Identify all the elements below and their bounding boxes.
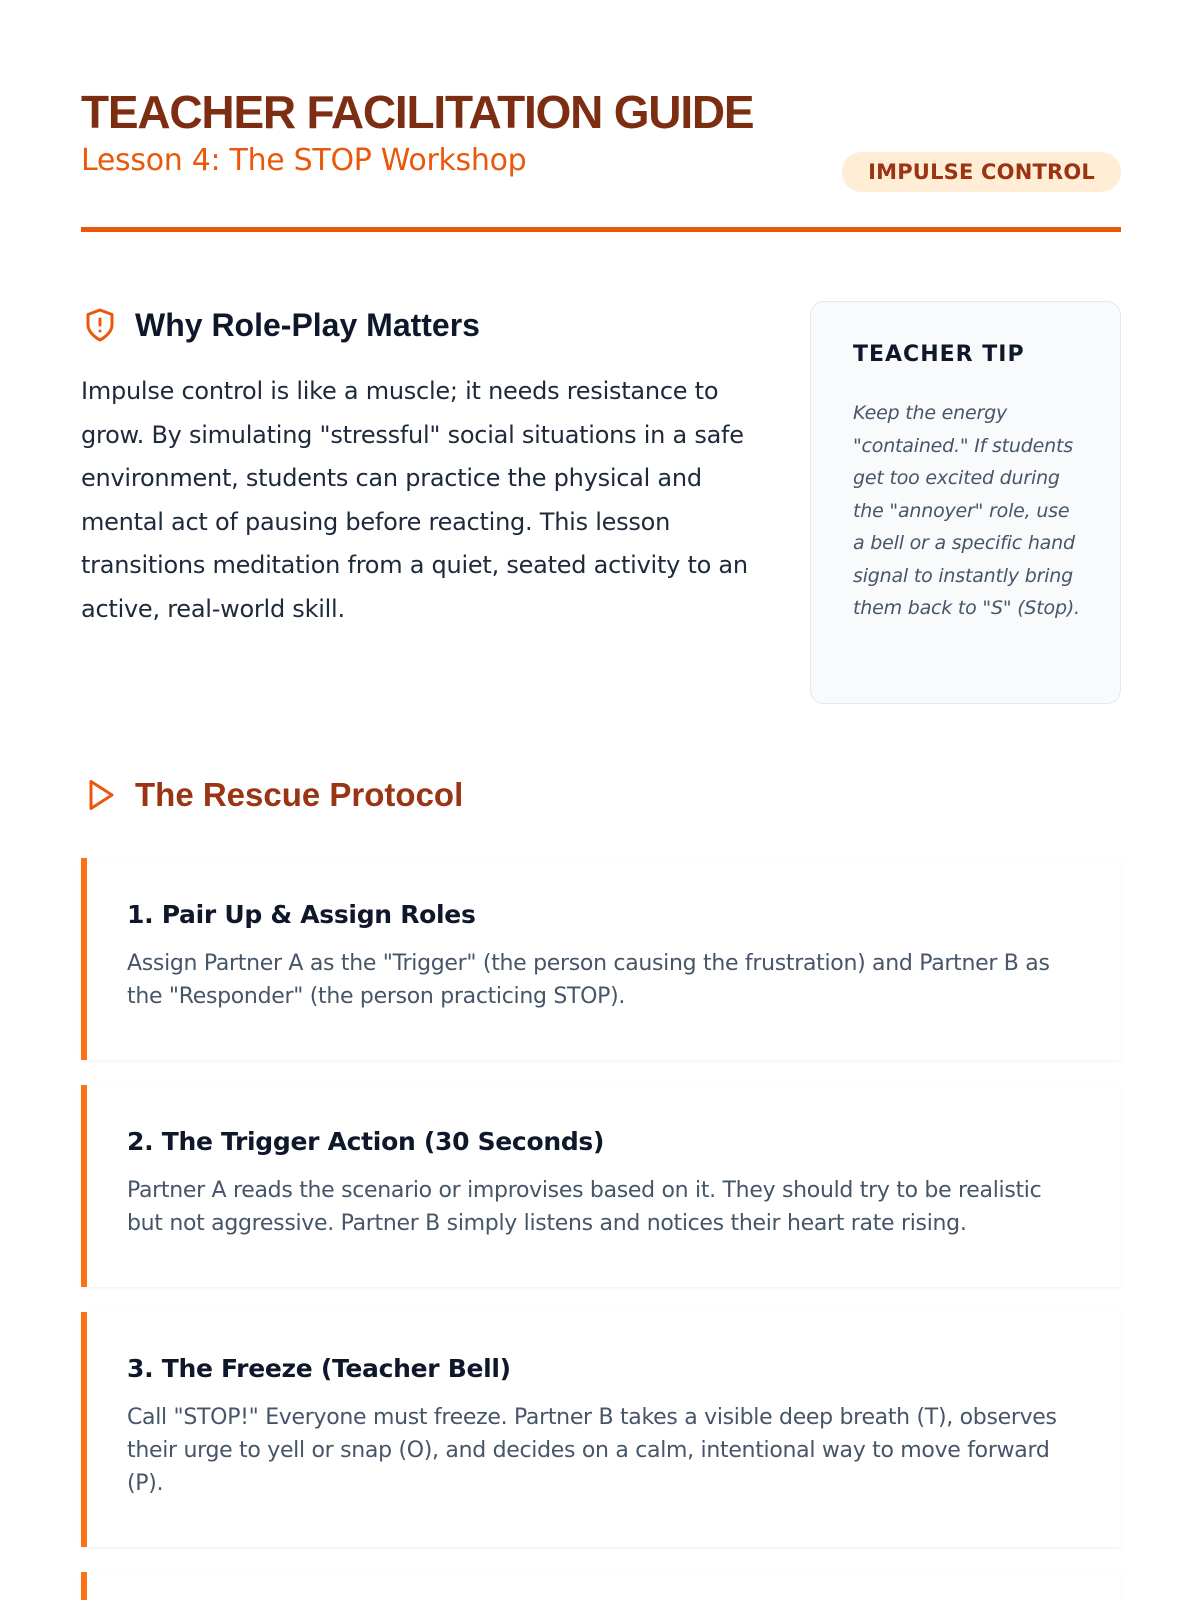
step-title: 2. The Trigger Action (30 Seconds) xyxy=(127,1127,605,1156)
why-heading: Why Role-Play Matters xyxy=(135,306,480,343)
protocol-heading: The Rescue Protocol xyxy=(135,776,464,813)
why-section-header xyxy=(81,300,761,350)
why-section xyxy=(81,300,761,631)
tip-text: Keep the energy "contained." If students get too excited during the "annoyer" role, use a bell or a specific hand signal to instantly bring them back to "S" (Stop). xyxy=(853,402,1080,619)
play-icon xyxy=(81,776,119,814)
why-body-text: Impulse control is like a muscle; it needs resistance to grow. By simulating "stressful" social situations in a safe environment, students can practice the physical and mental act of pausing before reacting. This lesson transitions meditation from a quiet, seated activity to an active, real-world skill. xyxy=(81,377,748,623)
topic-badge: IMPULSE CONTROL xyxy=(842,152,1121,192)
page-header xyxy=(81,86,1121,192)
step-title: 3. The Freeze (Teacher Bell) xyxy=(127,1354,511,1383)
header-divider xyxy=(81,227,1121,232)
shield-alert-icon xyxy=(81,306,119,344)
tip-title: TEACHER TIP xyxy=(853,342,1025,367)
protocol-step xyxy=(81,1312,1121,1547)
page-title: TEACHER FACILITATION GUIDE xyxy=(81,86,754,138)
step-title: 1. Pair Up & Assign Roles xyxy=(127,900,476,929)
protocol-step xyxy=(81,858,1121,1060)
step-description: Call "STOP!" Everyone must freeze. Partner B takes a visible deep breath (T), observes their urge to yell or snap (O), and decides on a calm, intentional way to move forward (P). xyxy=(127,1405,1057,1496)
step-description: Assign Partner A as the "Trigger" (the person causing the frustration) and Partner B as the "Responder" (the person practicing STOP). xyxy=(127,951,1050,1009)
protocol-section-header xyxy=(81,770,463,820)
step-description: Partner A reads the scenario or improvises based on it. They should try to be realistic but not aggressive. Partner B simply listens and notices their heart rate rising. xyxy=(127,1178,1042,1236)
protocol-step xyxy=(81,1085,1121,1287)
lesson-subtitle: Lesson 4: The STOP Workshop xyxy=(81,143,527,178)
protocol-step xyxy=(81,1572,1121,1600)
subtitle-row xyxy=(81,142,1121,192)
teacher-tip-card xyxy=(810,301,1121,704)
